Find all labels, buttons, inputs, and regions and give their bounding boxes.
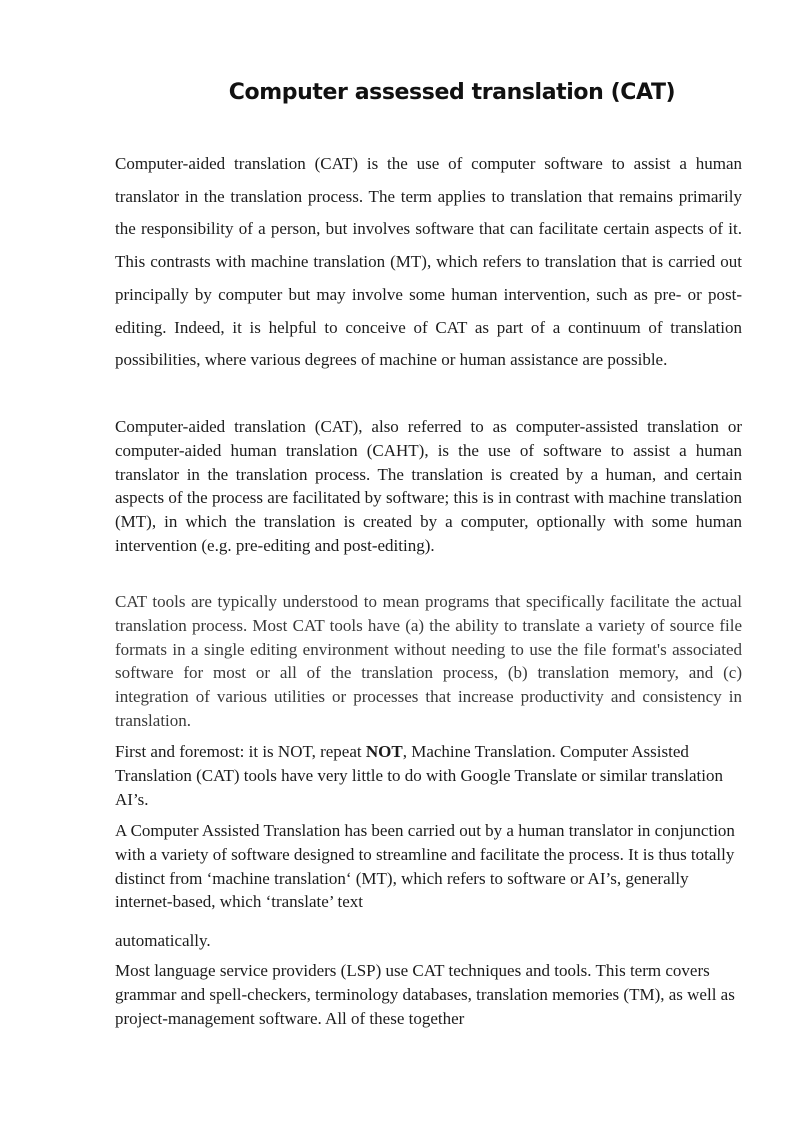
p4-text-after: , Machine Translation. Computer Assisted Translation (CAT) tools have very little to do with Google Translate or similar translation AI’s. bbox=[115, 742, 723, 809]
paragraph-human-translator: A Computer Assisted Translation has been carried out by a human translator in conjunction with a variety of software designed to streamline and facilitate the process. It is thus totally distinct from ‘machine translation‘ (MT), which refers to software or AI’s, generally internet-based, which ‘translate’ text bbox=[115, 821, 735, 912]
paragraph-lsp: Most language service providers (LSP) use CAT techniques and tools. This term covers grammar and spell-checkers, terminology databases, translation memories (TM), as well as project-management software. All of these together bbox=[115, 961, 735, 1028]
paragraph-automatically: automatically. bbox=[115, 931, 211, 950]
paragraph-cat-tools: CAT tools are typically understood to mean programs that specifically facilitate the actual translation process. Most CAT tools have (a) the ability to translate a variety of source file formats in a single editing environment without needing to use the file format's associated software for most or all of the translation process, (b) translation memory, and (c) integration of various utilities or processes that increase productivity and consistency in translation. bbox=[115, 592, 742, 730]
p4-text-before: First and foremost: it is NOT, repeat bbox=[115, 742, 366, 761]
paragraph-cat-definition: Computer-aided translation (CAT) is the use of computer software to assist a human translator in the translation process. The term applies to translation that remains primarily the responsibility of a person, but involves software that can facilitate certain aspects of it. This contrasts with machine translation (MT), which refers to translation that is carried out principally by computer but may involve some human intervention, such as pre- or post-editing. Indeed, it is helpful to conceive of CAT as part of a continuum of translation possibilities, where various degrees of machine or human assistance are possible. bbox=[115, 154, 742, 370]
p4-emphasis: NOT bbox=[365, 742, 403, 761]
paragraph-cat-also-referred: Computer-aided translation (CAT), also referred to as computer-assisted translation or computer-aided human translation (CAHT), is the use of software to assist a human translator in the translation process. The translation is created by a human, and certain aspects of the process are facilitated by software; this is in contrast with machine translation (MT), in which the translation is created by a computer, optionally with some human intervention (e.g. pre-editing and post-editing). bbox=[115, 417, 742, 555]
document-title: Computer assessed translation (CAT) bbox=[228, 80, 676, 105]
paragraph-not-machine-translation bbox=[115, 740, 742, 811]
